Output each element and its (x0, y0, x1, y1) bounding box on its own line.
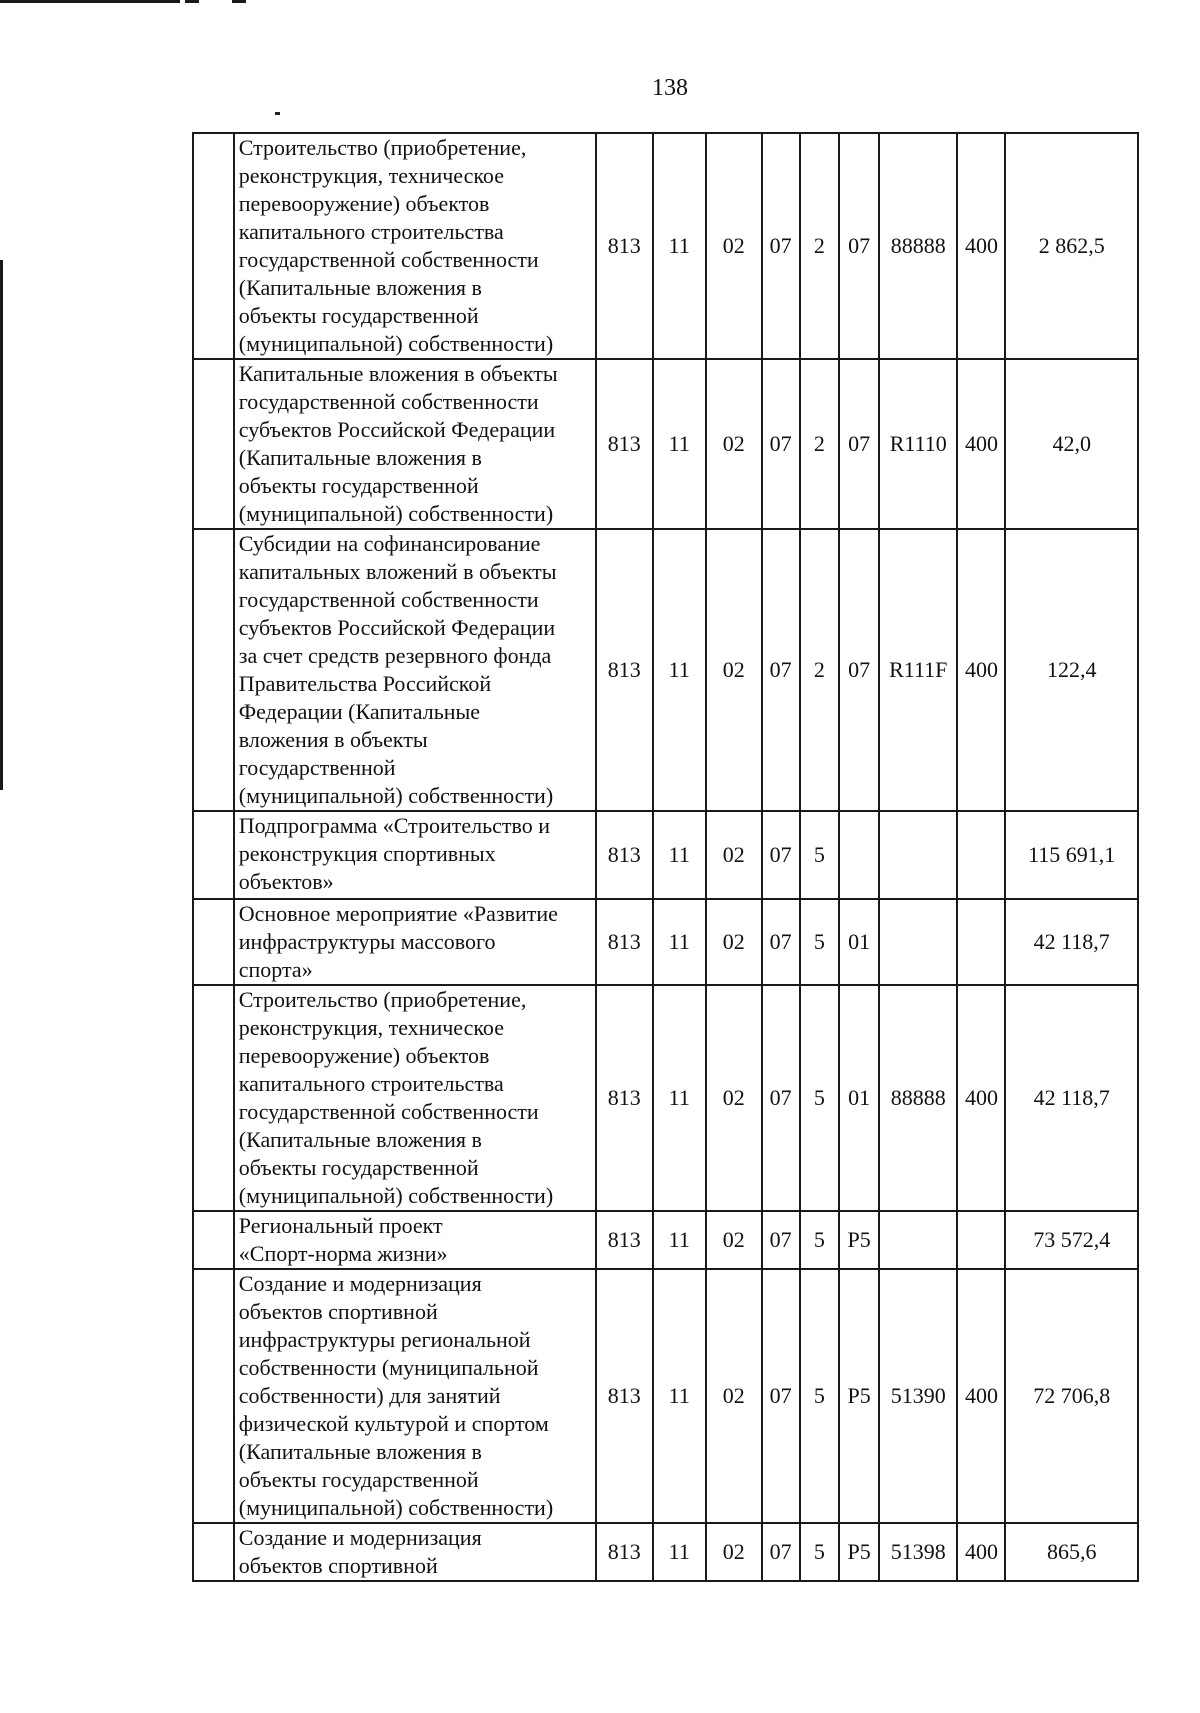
ved-code: 813 (596, 1269, 653, 1523)
pr-code: 02 (706, 811, 762, 899)
rz-code: 11 (653, 1523, 706, 1581)
cs-direction: R111F (879, 529, 957, 811)
rz-code: 11 (653, 133, 706, 359)
cs-event (839, 811, 879, 899)
cs-program: 07 (762, 1211, 800, 1269)
item-name: Субсидии на софинансирование капитальных вложений в объекты государственной собственности субъектов Российской Федерации за счет средств резервного фонда Правительства Российской Федерации (Капитальные вложения в объекты государственной (муниципальной) собственности) (234, 529, 596, 811)
item-name: Создание и модернизация объектов спортивной (234, 1523, 596, 1581)
page-number: 138 (652, 75, 688, 101)
cs-event: 01 (839, 899, 879, 985)
cs-subprogram: 5 (800, 811, 840, 899)
rz-code: 11 (653, 985, 706, 1211)
pr-code: 02 (706, 529, 762, 811)
cs-direction: 51398 (879, 1523, 957, 1581)
table-row (193, 133, 1138, 359)
ved-code: 813 (596, 133, 653, 359)
blank-cell (193, 811, 234, 899)
scan-artifact-top (0, 0, 180, 3)
amount: 122,4 (1005, 529, 1138, 811)
cs-event: 07 (839, 529, 879, 811)
item-name: Строительство (приобретение, реконструкция, техническое перевооружение) объектов капитального строительства государственной собственности (Капитальные вложения в объекты государственной (муниципальной) собственности) (234, 985, 596, 1211)
cs-subprogram: 5 (800, 1269, 840, 1523)
amount: 115 691,1 (1005, 811, 1138, 899)
cs-program: 07 (762, 811, 800, 899)
cs-event: P5 (839, 1269, 879, 1523)
cs-subprogram: 2 (800, 529, 840, 811)
rz-code: 11 (653, 1211, 706, 1269)
vr-code: 400 (957, 985, 1005, 1211)
amount: 72 706,8 (1005, 1269, 1138, 1523)
scan-artifact-top-short (232, 0, 246, 3)
item-name: Строительство (приобретение, реконструкция, техническое перевооружение) объектов капитального строительства государственной собственности (Капитальные вложения в объекты государственной (муниципальной) собственности) (234, 133, 596, 359)
pr-code: 02 (706, 985, 762, 1211)
table-row (193, 1523, 1138, 1581)
vr-code: 400 (957, 1523, 1005, 1581)
rz-code: 11 (653, 811, 706, 899)
item-name: Создание и модернизация объектов спортивной инфраструктуры региональной собственности (муниципальной собственности) для занятий физической культурой и спортом (Капитальные вложения в объекты государственной (муниципальной) собственности) (234, 1269, 596, 1523)
item-name: Капитальные вложения в объекты государственной собственности субъектов Российской Федерации (Капитальные вложения в объекты государственной (муниципальной) собственности) (234, 359, 596, 529)
item-name: Основное мероприятие «Развитие инфраструктуры массового спорта» (234, 899, 596, 985)
rz-code: 11 (653, 1269, 706, 1523)
cs-event: P5 (839, 1211, 879, 1269)
cs-program: 07 (762, 985, 800, 1211)
table-row (193, 359, 1138, 529)
blank-cell (193, 529, 234, 811)
cs-subprogram: 5 (800, 985, 840, 1211)
vr-code: 400 (957, 529, 1005, 811)
cs-event: 01 (839, 985, 879, 1211)
table-row (193, 1269, 1138, 1523)
pr-code: 02 (706, 1269, 762, 1523)
cs-direction: R1110 (879, 359, 957, 529)
blank-cell (193, 133, 234, 359)
vr-code: 400 (957, 133, 1005, 359)
ved-code: 813 (596, 985, 653, 1211)
amount: 73 572,4 (1005, 1211, 1138, 1269)
pr-code: 02 (706, 1523, 762, 1581)
blank-cell (193, 1211, 234, 1269)
cs-subprogram: 5 (800, 899, 840, 985)
cs-program: 07 (762, 1523, 800, 1581)
cs-direction: 88888 (879, 133, 957, 359)
amount: 42,0 (1005, 359, 1138, 529)
pr-code: 02 (706, 899, 762, 985)
cs-direction (879, 811, 957, 899)
blank-cell (193, 359, 234, 529)
rz-code: 11 (653, 359, 706, 529)
blank-cell (193, 899, 234, 985)
table-row (193, 1211, 1138, 1269)
cs-program: 07 (762, 529, 800, 811)
ved-code: 813 (596, 1211, 653, 1269)
blank-cell (193, 1523, 234, 1581)
cs-subprogram: 2 (800, 359, 840, 529)
pr-code: 02 (706, 133, 762, 359)
item-name: Региональный проект «Спорт-норма жизни» (234, 1211, 596, 1269)
cs-event: 07 (839, 133, 879, 359)
cs-subprogram: 5 (800, 1211, 840, 1269)
pr-code: 02 (706, 359, 762, 529)
vr-code (957, 899, 1005, 985)
scan-artifact-left-edge (0, 260, 3, 790)
cs-direction: 51390 (879, 1269, 957, 1523)
amount: 42 118,7 (1005, 899, 1138, 985)
vr-code: 400 (957, 359, 1005, 529)
rz-code: 11 (653, 529, 706, 811)
amount: 865,6 (1005, 1523, 1138, 1581)
vr-code (957, 811, 1005, 899)
table-row (193, 985, 1138, 1211)
table-row (193, 899, 1138, 985)
cs-direction (879, 899, 957, 985)
scan-artifact-top-short (185, 0, 199, 3)
ved-code: 813 (596, 811, 653, 899)
cs-subprogram: 5 (800, 1523, 840, 1581)
item-name: Подпрограмма «Строительство и реконструкция спортивных объектов» (234, 811, 596, 899)
pr-code: 02 (706, 1211, 762, 1269)
cs-subprogram: 2 (800, 133, 840, 359)
cs-program: 07 (762, 899, 800, 985)
cs-event: P5 (839, 1523, 879, 1581)
table-row (193, 811, 1138, 899)
cs-event: 07 (839, 359, 879, 529)
cs-direction: 88888 (879, 985, 957, 1211)
budget-table (192, 132, 1139, 1582)
ved-code: 813 (596, 529, 653, 811)
amount: 2 862,5 (1005, 133, 1138, 359)
vr-code: 400 (957, 1269, 1005, 1523)
rz-code: 11 (653, 899, 706, 985)
cs-direction (879, 1211, 957, 1269)
ved-code: 813 (596, 899, 653, 985)
scan-dot (275, 112, 280, 115)
cs-program: 07 (762, 133, 800, 359)
amount: 42 118,7 (1005, 985, 1138, 1211)
ved-code: 813 (596, 359, 653, 529)
cs-program: 07 (762, 359, 800, 529)
ved-code: 813 (596, 1523, 653, 1581)
vr-code (957, 1211, 1005, 1269)
blank-cell (193, 1269, 234, 1523)
blank-cell (193, 985, 234, 1211)
table-row (193, 529, 1138, 811)
cs-program: 07 (762, 1269, 800, 1523)
